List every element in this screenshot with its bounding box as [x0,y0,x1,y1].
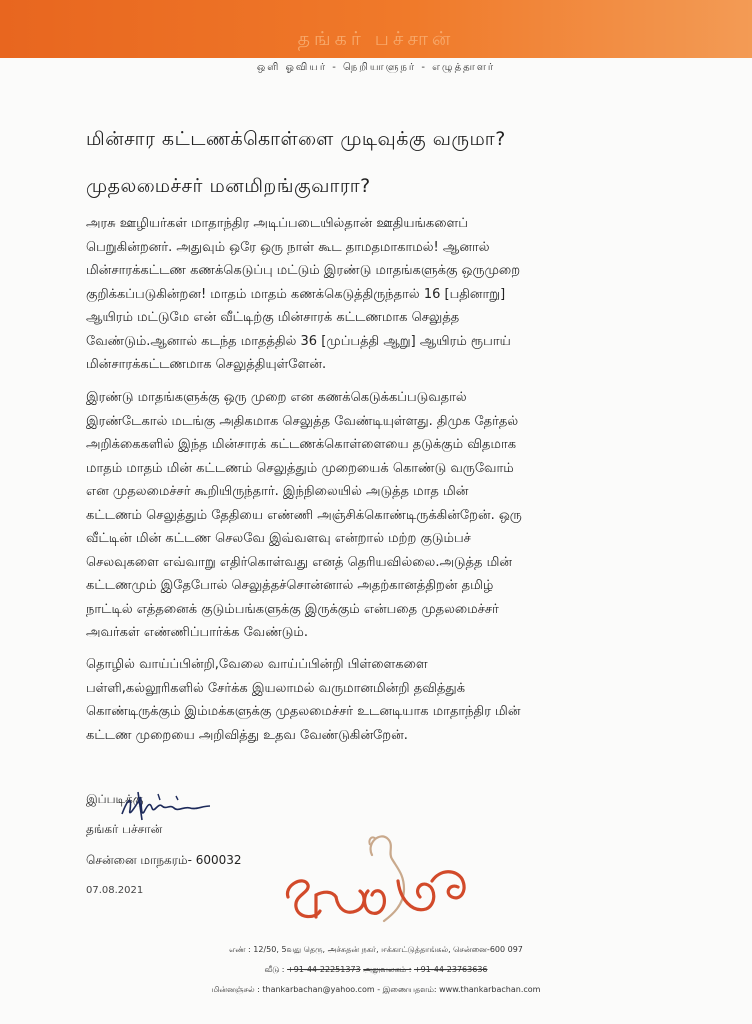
headline-2: முதலமைச்சர் மனமிறங்குவாரா? [86,175,371,197]
paragraph-line: ஆயிரம் மட்டுமே என் வீட்டிற்கு மின்சாரக் கட்டணமாக செலுத்த [86,310,460,325]
paragraph-3 [86,653,676,747]
phone-office-label: அலுவலகம் : [363,965,412,974]
salutation: இப்படிக்கு [86,792,144,806]
paragraph-line: கட்டணமும் இதேபோல் செலுத்தச்சொன்னால் அதற்கானத்திறன் தமிழ் [86,578,494,593]
date: 07.08.2021 [86,885,144,896]
sembulam-logo [280,825,480,935]
paragraph-line: பள்ளி,கல்லூரிகளில் சேர்க்க இயலாமல் வருமானமின்றி தவித்துக் [86,680,466,696]
city-line: சென்னை மாநகரம்- 600032 [86,853,242,867]
phone-home-label: வீடு : [264,965,285,974]
paragraph-line: மின்சாரக்கட்டண கணக்கெடுப்பு மட்டும் இரண்டு மாதங்களுக்கு ஒருமுறை [86,263,521,278]
footer-phones [0,965,752,975]
paragraph-line: கொண்டிருக்கும் இம்மக்களுக்கு முதலமைச்சர் உடனடியாக மாதாந்திர மின் [86,704,521,719]
footer-contacts [0,985,752,995]
paragraph-line: நாட்டில் எத்தனைக் குடும்பங்களுக்கு இருக்கும் என்பதை முதலமைச்சர் [86,601,499,617]
letterhead-roles: ஒளி ஓவியர் - நெறியாளுநர் - எழுத்தாளர் [256,62,496,73]
paragraph-line: மாதம் மாதம் மின் கட்டணம் செலுத்தும் முறையைக் கொண்டு வருவோம் [86,460,514,476]
phone-home: +91-44-22251373 [287,965,361,974]
paragraph-line: இரண்டேகால் மடங்கு அதிகமாக செலுத்த வேண்டியுள்ளது. திமுக தேர்தல் [86,413,519,429]
paragraph-2 [86,386,676,645]
signatory-name: தங்கர் பச்சான் [86,822,163,836]
letterhead-banner [0,0,752,58]
letterhead-name: தங்கர் பச்சான் [297,28,455,50]
paragraph-line: கட்டணம் செலுத்தும் தேதியை எண்ணி அஞ்சிக்கொண்டிருக்கின்றேன். ஒரு [86,507,522,523]
paragraph-line: பெறுகின்றனர். அதுவும் ஒரே ஒரு நாள் கூட தாமதமாகாமல்! ஆனால் [86,239,490,255]
paragraph-line: செலவுகளை எவ்வாறு எதிர்கொள்வது எனத் தெரியவில்லை.அடுத்த மின் [86,554,513,570]
paragraph-line: மின்சாரக்கட்டணமாக செலுத்தியுள்ளேன். [86,357,327,372]
website-line: - இணையதளம்: www.thankarbachan.com [377,985,541,994]
phone-office: +91-44-23763636 [413,965,488,974]
paragraph-line: குறிக்கப்படுகின்றன! மாதம் மாதம் கணக்கெடுத்திருந்தால் 16 [பதினாறு] [86,286,506,302]
paragraph-line: தொழில் வாய்ப்பின்றி,வேலை வாய்ப்பின்றி பிள்ளைகளை [86,657,428,672]
paragraph-line: அறிக்கைகளில் இந்த மின்சாரக் கட்டணக்கொள்ளையை தடுக்கும் விதமாக [86,437,517,452]
email-line: மின்னஞ்சல் : thankarbachan@yahoo.com [211,985,375,994]
footer-address: எண் : 12/50, 5வது தெரு, அச்சுதன் நகர், ஈக்காட்டுத்தாங்கல், சென்னை-600 097 [229,945,523,954]
paragraph-line: இரண்டு மாதங்களுக்கு ஒரு முறை என கணக்கெடுக்கப்படுவதால் [86,390,467,405]
paragraph-1 [86,212,676,377]
paragraph-line: கட்டண முறையை அறிவித்து உதவ வேண்டுகின்றேன். [86,727,408,743]
headline-1: மின்சார கட்டணக்கொள்ளை முடிவுக்கு வருமா? [86,128,506,150]
paragraph-line: அரசு ஊழியர்கள் மாதாந்திர அடிப்படையில்தான் ஊதியங்களைப் [86,216,468,231]
paragraph-line: என முதலமைச்சர் கூறியிருந்தார். இந்நிலையில் அடுத்த மாத மின் [86,484,469,499]
paragraph-line: வீட்டின் மின் கட்டண செலவே இவ்வளவு என்றால் மற்ற குடும்பச் [86,531,471,546]
handwritten-signature [118,788,214,824]
paragraph-line: அவர்கள் எண்ணிப்பார்க்க வேண்டும். [86,625,308,640]
paragraph-line: வேண்டும்.ஆனால் கடந்த மாதத்தில் 36 [முப்பத்தி ஆறு] ஆயிரம் ரூபாய் [86,333,511,349]
